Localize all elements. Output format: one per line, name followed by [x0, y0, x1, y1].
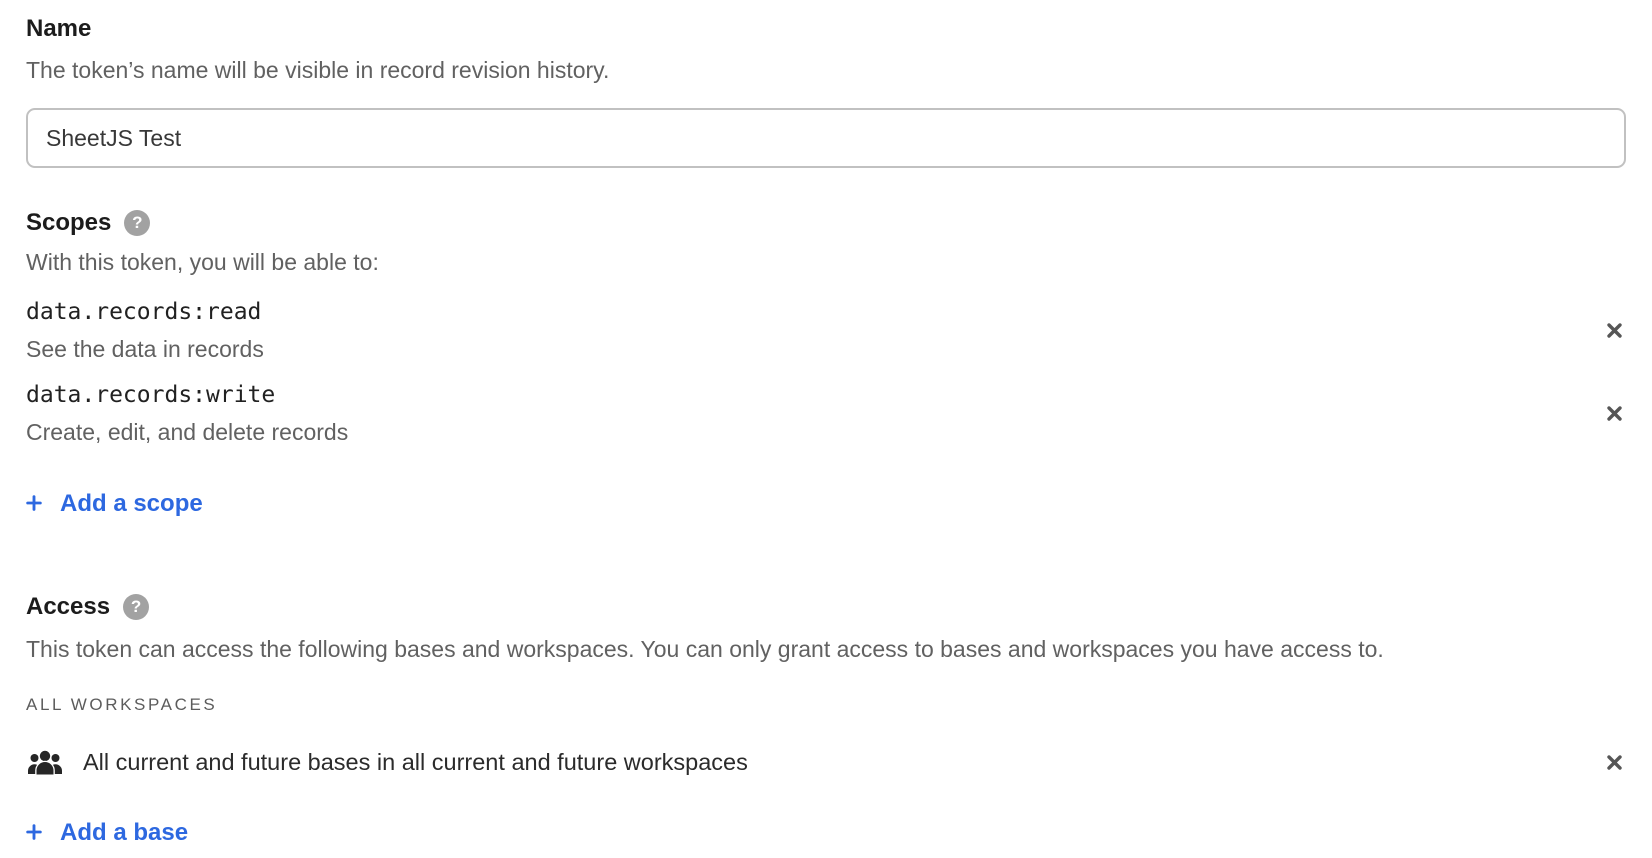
scope-description: See the data in records — [26, 336, 264, 362]
scope-row — [26, 380, 1626, 447]
close-icon — [1606, 759, 1623, 774]
plus-icon — [26, 489, 42, 519]
add-base-button[interactable] — [26, 818, 188, 848]
scopes-section-title: Scopes — [26, 209, 112, 236]
add-scope-label: Add a scope — [60, 490, 203, 517]
people-group-icon — [26, 747, 64, 778]
scope-name: data.records:read — [26, 299, 262, 325]
scope-description: Create, edit, and delete records — [26, 419, 349, 445]
remove-access-button[interactable] — [1603, 751, 1626, 774]
add-scope-button[interactable] — [26, 489, 203, 519]
scope-name: data.records:write — [26, 382, 276, 408]
access-heading-row — [26, 592, 1626, 622]
access-entry-row — [26, 746, 1626, 778]
scope-list — [26, 297, 1626, 447]
name-section-title: Name — [26, 15, 92, 42]
close-icon — [1606, 327, 1623, 342]
access-section — [26, 592, 1626, 848]
scopes-section-description: With this token, you will be able to: — [26, 249, 379, 275]
remove-scope-button[interactable] — [1603, 319, 1626, 342]
scopes-help-icon[interactable]: ? — [124, 210, 150, 236]
scope-text — [26, 297, 264, 364]
scope-text — [26, 380, 348, 447]
access-section-title: Access — [26, 593, 111, 620]
workspace-group-label: ALL WORKSPACES — [26, 695, 218, 714]
scopes-section — [26, 208, 1626, 519]
name-section-description: The token’s name will be visible in record revision history. — [26, 57, 610, 83]
access-section-description: This token can access the following bases and workspaces. You can only grant access to bases and workspaces you have access to. — [26, 636, 1384, 662]
remove-scope-button[interactable] — [1603, 402, 1626, 425]
access-help-icon[interactable]: ? — [123, 594, 149, 620]
scopes-heading-row — [26, 208, 1626, 238]
plus-icon — [26, 818, 42, 848]
add-base-label: Add a base — [60, 819, 189, 846]
token-name-input[interactable] — [26, 108, 1626, 168]
access-entry-label: All current and future bases in all current and future workspaces — [83, 749, 748, 775]
close-icon — [1606, 410, 1623, 425]
name-section — [26, 14, 1626, 168]
scope-row — [26, 297, 1626, 364]
